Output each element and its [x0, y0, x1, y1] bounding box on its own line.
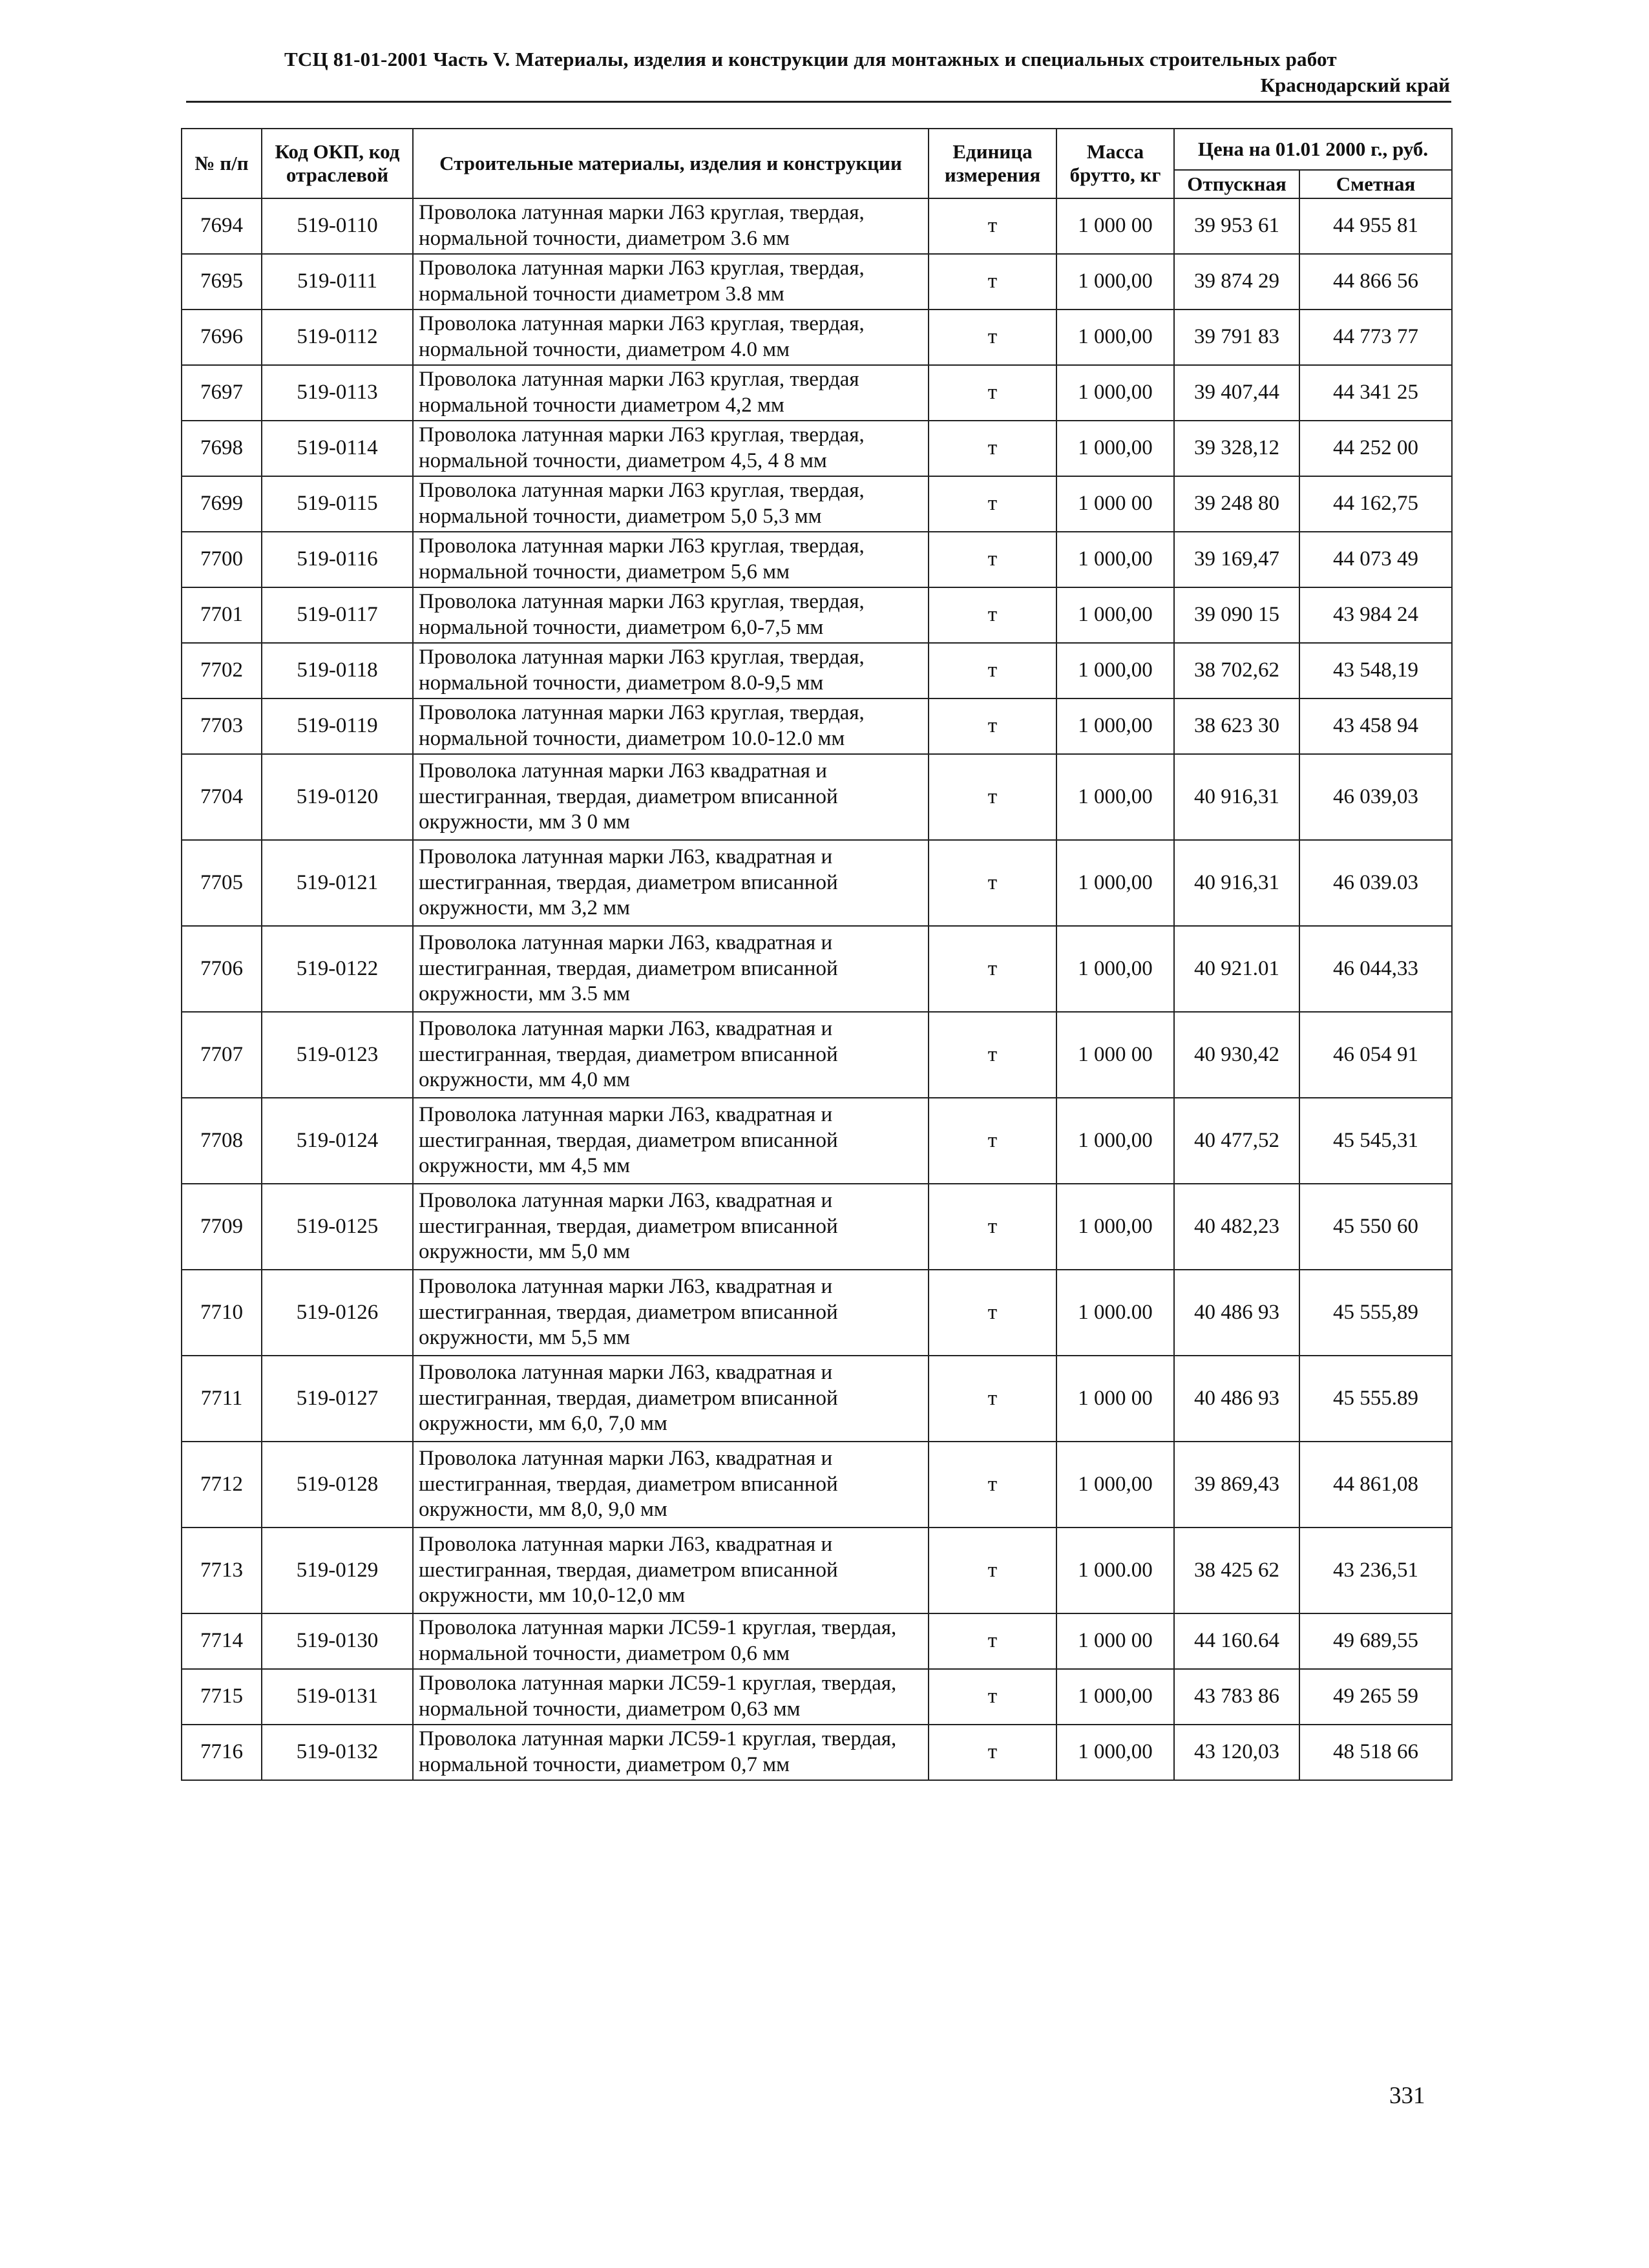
row-num: 7712 — [182, 1442, 262, 1528]
table-row — [182, 476, 1452, 532]
row-code: 519-0110 — [262, 198, 413, 254]
row-num: 7696 — [182, 310, 262, 365]
row-unit: т — [929, 421, 1056, 476]
row-material: Проволока латунная марки Л63, квадратная и шестигранная, твердая, диаметром вписанной окружности, мм 10,0-12,0 мм — [413, 1528, 929, 1613]
row-price-release: 38 702,62 — [1174, 643, 1299, 698]
row-code: 519-0116 — [262, 532, 413, 587]
row-num: 7702 — [182, 643, 262, 698]
row-mass: 1 000.00 — [1056, 1528, 1174, 1613]
row-mass: 1 000.00 — [1056, 1270, 1174, 1356]
row-unit: т — [929, 1012, 1056, 1098]
row-unit: т — [929, 198, 1056, 254]
row-code: 519-0130 — [262, 1613, 413, 1669]
table-row — [182, 587, 1452, 643]
row-num: 7714 — [182, 1613, 262, 1669]
table-row — [182, 1184, 1452, 1270]
row-unit: т — [929, 926, 1056, 1012]
row-material: Проволока латунная марки Л63 круглая, твердая, нормальной точности диаметром 3.8 мм — [413, 254, 929, 310]
row-price-estimate: 46 039.03 — [1299, 840, 1452, 926]
row-material: Проволока латунная марки Л63 круглая, твердая, нормальной точности, диаметром 3.6 мм — [413, 198, 929, 254]
row-unit: т — [929, 1270, 1056, 1356]
row-mass: 1 000 00 — [1056, 1356, 1174, 1442]
row-code: 519-0121 — [262, 840, 413, 926]
row-mass: 1 000,00 — [1056, 1098, 1174, 1184]
table-row — [182, 1613, 1452, 1669]
row-code: 519-0122 — [262, 926, 413, 1012]
row-num: 7715 — [182, 1669, 262, 1725]
row-unit: т — [929, 1613, 1056, 1669]
row-material: Проволока латунная марки Л63 круглая, твердая, нормальной точности, диаметром 10.0-12.0 мм — [413, 698, 929, 754]
row-code: 519-0125 — [262, 1184, 413, 1270]
row-unit: т — [929, 1669, 1056, 1725]
table-body — [182, 198, 1452, 1780]
table-row — [182, 198, 1452, 254]
row-unit: т — [929, 1098, 1056, 1184]
row-mass: 1 000,00 — [1056, 310, 1174, 365]
row-material: Проволока латунная марки Л63, квадратная и шестигранная, твердая, диаметром вписанной окружности, мм 6,0, 7,0 мм — [413, 1356, 929, 1442]
row-material: Проволока латунная марки Л63, квадратная и шестигранная, твердая, диаметром вписанной окружности, мм 5,0 мм — [413, 1184, 929, 1270]
row-unit: т — [929, 1442, 1056, 1528]
row-mass: 1 000,00 — [1056, 698, 1174, 754]
row-material: Проволока латунная марки Л63, квадратная и шестигранная, твердая, диаметром вписанной окружности, мм 4,0 мм — [413, 1012, 929, 1098]
row-price-release: 39 874 29 — [1174, 254, 1299, 310]
row-price-estimate: 49 265 59 — [1299, 1669, 1452, 1725]
row-price-release: 39 407,44 — [1174, 365, 1299, 421]
row-material: Проволока латунная марки Л63 круглая, твердая нормальной точности диаметром 4,2 мм — [413, 365, 929, 421]
row-code: 519-0132 — [262, 1725, 413, 1780]
row-material: Проволока латунная марки Л63, квадратная и шестигранная, твердая, диаметром вписанной окружности, мм 5,5 мм — [413, 1270, 929, 1356]
row-code: 519-0119 — [262, 698, 413, 754]
row-num: 7700 — [182, 532, 262, 587]
table-row — [182, 1098, 1452, 1184]
row-code: 519-0128 — [262, 1442, 413, 1528]
row-num: 7708 — [182, 1098, 262, 1184]
row-price-release: 44 160.64 — [1174, 1613, 1299, 1669]
row-price-estimate: 43 548,19 — [1299, 643, 1452, 698]
row-price-estimate: 44 162,75 — [1299, 476, 1452, 532]
row-price-release: 39 328,12 — [1174, 421, 1299, 476]
row-mass: 1 000 00 — [1056, 476, 1174, 532]
row-material: Проволока латунная марки Л63 круглая, твердая, нормальной точности, диаметром 4.0 мм — [413, 310, 929, 365]
row-num: 7709 — [182, 1184, 262, 1270]
row-num: 7694 — [182, 198, 262, 254]
col-unit-header: Единица измерения — [929, 129, 1056, 198]
row-price-release: 40 921.01 — [1174, 926, 1299, 1012]
row-price-release: 39 248 80 — [1174, 476, 1299, 532]
row-mass: 1 000,00 — [1056, 421, 1174, 476]
row-code: 519-0117 — [262, 587, 413, 643]
row-code: 519-0114 — [262, 421, 413, 476]
row-price-release: 39 169,47 — [1174, 532, 1299, 587]
row-code: 519-0115 — [262, 476, 413, 532]
row-price-release: 39 869,43 — [1174, 1442, 1299, 1528]
row-num: 7711 — [182, 1356, 262, 1442]
row-price-release: 39 090 15 — [1174, 587, 1299, 643]
table-row — [182, 365, 1452, 421]
row-material: Проволока латунная марки Л63, квадратная и шестигранная, твердая, диаметром вписанной окружности, мм 8,0, 9,0 мм — [413, 1442, 929, 1528]
row-num: 7697 — [182, 365, 262, 421]
row-code: 519-0113 — [262, 365, 413, 421]
price-table — [181, 128, 1453, 1781]
row-material: Проволока латунная марки Л63, квадратная и шестигранная, твердая, диаметром вписанной окружности, мм 3.5 мм — [413, 926, 929, 1012]
row-material: Проволока латунная марки Л63, квадратная и шестигранная, твердая, диаметром вписанной окружности, мм 4,5 мм — [413, 1098, 929, 1184]
row-price-release: 40 916,31 — [1174, 754, 1299, 840]
row-unit: т — [929, 310, 1056, 365]
col-price-estimate-header: Сметная — [1299, 170, 1452, 198]
row-code: 519-0131 — [262, 1669, 413, 1725]
row-price-release: 40 477,52 — [1174, 1098, 1299, 1184]
row-price-estimate: 44 341 25 — [1299, 365, 1452, 421]
table-row — [182, 698, 1452, 754]
row-price-estimate: 44 252 00 — [1299, 421, 1452, 476]
row-mass: 1 000,00 — [1056, 532, 1174, 587]
row-mass: 1 000,00 — [1056, 1725, 1174, 1780]
row-num: 7699 — [182, 476, 262, 532]
row-code: 519-0123 — [262, 1012, 413, 1098]
row-material: Проволока латунная марки ЛС59-1 круглая, твердая, нормальной точности, диаметром 0,6 мм — [413, 1613, 929, 1669]
row-price-release: 40 482,23 — [1174, 1184, 1299, 1270]
row-mass: 1 000,00 — [1056, 1184, 1174, 1270]
row-num: 7703 — [182, 698, 262, 754]
col-code-header: Код ОКП, код отраслевой — [262, 129, 413, 198]
table-header — [182, 129, 1452, 198]
row-unit: т — [929, 1184, 1056, 1270]
row-num: 7695 — [182, 254, 262, 310]
row-price-release: 39 791 83 — [1174, 310, 1299, 365]
row-price-release: 38 425 62 — [1174, 1528, 1299, 1613]
row-mass: 1 000,00 — [1056, 254, 1174, 310]
table-row — [182, 1725, 1452, 1780]
row-price-estimate: 43 984 24 — [1299, 587, 1452, 643]
table-row — [182, 643, 1452, 698]
row-price-release: 40 486 93 — [1174, 1270, 1299, 1356]
row-num: 7716 — [182, 1725, 262, 1780]
col-price-release-header: Отпускная — [1174, 170, 1299, 198]
row-price-estimate: 46 054 91 — [1299, 1012, 1452, 1098]
row-code: 519-0118 — [262, 643, 413, 698]
row-price-estimate: 45 555,89 — [1299, 1270, 1452, 1356]
row-num: 7698 — [182, 421, 262, 476]
row-num: 7701 — [182, 587, 262, 643]
table-row — [182, 1528, 1452, 1613]
row-unit: т — [929, 1356, 1056, 1442]
row-mass: 1 000,00 — [1056, 365, 1174, 421]
row-price-estimate: 44 955 81 — [1299, 198, 1452, 254]
row-price-estimate: 44 861,08 — [1299, 1442, 1452, 1528]
row-material: Проволока латунная марки Л63 круглая, твердая, нормальной точности, диаметром 6,0-7,5 мм — [413, 587, 929, 643]
table-row — [182, 421, 1452, 476]
row-mass: 1 000,00 — [1056, 754, 1174, 840]
row-price-release: 43 120,03 — [1174, 1725, 1299, 1780]
table-row — [182, 754, 1452, 840]
row-mass: 1 000 00 — [1056, 1613, 1174, 1669]
col-price-group-header: Цена на 01.01 2000 г., руб. — [1174, 129, 1452, 170]
table-row — [182, 1356, 1452, 1442]
row-code: 519-0126 — [262, 1270, 413, 1356]
row-num: 7710 — [182, 1270, 262, 1356]
row-price-release: 43 783 86 — [1174, 1669, 1299, 1725]
table-row — [182, 254, 1452, 310]
row-mass: 1 000,00 — [1056, 587, 1174, 643]
table-row — [182, 1669, 1452, 1725]
row-price-estimate: 46 044,33 — [1299, 926, 1452, 1012]
table-row — [182, 1012, 1452, 1098]
row-unit: т — [929, 698, 1056, 754]
row-mass: 1 000,00 — [1056, 1669, 1174, 1725]
row-num: 7705 — [182, 840, 262, 926]
row-mass: 1 000,00 — [1056, 840, 1174, 926]
row-unit: т — [929, 1725, 1056, 1780]
row-unit: т — [929, 840, 1056, 926]
row-unit: т — [929, 643, 1056, 698]
row-price-release: 40 930,42 — [1174, 1012, 1299, 1098]
page-number: 331 — [1389, 2083, 1425, 2109]
row-material: Проволока латунная марки Л63 круглая, твердая, нормальной точности, диаметром 8.0-9,5 мм — [413, 643, 929, 698]
col-mass-header: Масса брутто, кг — [1056, 129, 1174, 198]
row-mass: 1 000,00 — [1056, 1442, 1174, 1528]
row-unit: т — [929, 254, 1056, 310]
row-material: Проволока латунная марки Л63, квадратная и шестигранная, твердая, диаметром вписанной окружности, мм 3,2 мм — [413, 840, 929, 926]
row-code: 519-0112 — [262, 310, 413, 365]
table-row — [182, 532, 1452, 587]
row-material: Проволока латунная марки ЛС59-1 круглая, твердая, нормальной точности, диаметром 0,63 мм — [413, 1669, 929, 1725]
row-unit: т — [929, 587, 1056, 643]
table-row — [182, 840, 1452, 926]
row-price-estimate: 45 550 60 — [1299, 1184, 1452, 1270]
row-price-estimate: 44 773 77 — [1299, 310, 1452, 365]
row-num: 7713 — [182, 1528, 262, 1613]
table-row — [182, 1442, 1452, 1528]
header-rule — [186, 101, 1451, 103]
row-mass: 1 000 00 — [1056, 1012, 1174, 1098]
col-num-header: № п/п — [182, 129, 262, 198]
row-unit: т — [929, 754, 1056, 840]
row-price-estimate: 45 555.89 — [1299, 1356, 1452, 1442]
row-code: 519-0124 — [262, 1098, 413, 1184]
row-unit: т — [929, 1528, 1056, 1613]
row-code: 519-0129 — [262, 1528, 413, 1613]
row-material: Проволока латунная марки Л63 квадратная и шестигранная, твердая, диаметром вписанной окружности, мм 3 0 мм — [413, 754, 929, 840]
row-material: Проволока латунная марки Л63 круглая, твердая, нормальной точности, диаметром 5,6 мм — [413, 532, 929, 587]
row-material: Проволока латунная марки Л63 круглая, твердая, нормальной точности, диаметром 4,5, 4 8 мм — [413, 421, 929, 476]
row-num: 7707 — [182, 1012, 262, 1098]
row-mass: 1 000,00 — [1056, 926, 1174, 1012]
row-price-release: 38 623 30 — [1174, 698, 1299, 754]
row-code: 519-0127 — [262, 1356, 413, 1442]
row-price-estimate: 44 073 49 — [1299, 532, 1452, 587]
row-price-estimate: 49 689,55 — [1299, 1613, 1452, 1669]
row-mass: 1 000 00 — [1056, 198, 1174, 254]
row-mass: 1 000,00 — [1056, 643, 1174, 698]
row-price-estimate: 43 458 94 — [1299, 698, 1452, 754]
table-row — [182, 926, 1452, 1012]
row-price-release: 40 916,31 — [1174, 840, 1299, 926]
row-price-release: 40 486 93 — [1174, 1356, 1299, 1442]
table-row — [182, 310, 1452, 365]
row-material: Проволока латунная марки Л63 круглая, твердая, нормальной точности, диаметром 5,0 5,3 мм — [413, 476, 929, 532]
row-price-estimate: 48 518 66 — [1299, 1725, 1452, 1780]
table-row — [182, 1270, 1452, 1356]
row-unit: т — [929, 476, 1056, 532]
row-code: 519-0120 — [262, 754, 413, 840]
row-unit: т — [929, 365, 1056, 421]
row-price-estimate: 46 039,03 — [1299, 754, 1452, 840]
col-material-header: Строительные материалы, изделия и конструкции — [413, 129, 929, 198]
row-price-estimate: 44 866 56 — [1299, 254, 1452, 310]
row-num: 7706 — [182, 926, 262, 1012]
row-price-estimate: 45 545,31 — [1299, 1098, 1452, 1184]
row-price-estimate: 43 236,51 — [1299, 1528, 1452, 1613]
row-code: 519-0111 — [262, 254, 413, 310]
header-title: ТСЦ 81-01-2001 Часть V. Материалы, изделия и конструкции для монтажных и специальных строительных работ — [284, 48, 1337, 70]
row-num: 7704 — [182, 754, 262, 840]
row-unit: т — [929, 532, 1056, 587]
row-material: Проволока латунная марки ЛС59-1 круглая, твердая, нормальной точности, диаметром 0,7 мм — [413, 1725, 929, 1780]
header-region: Краснодарский край — [1260, 74, 1450, 96]
row-price-release: 39 953 61 — [1174, 198, 1299, 254]
